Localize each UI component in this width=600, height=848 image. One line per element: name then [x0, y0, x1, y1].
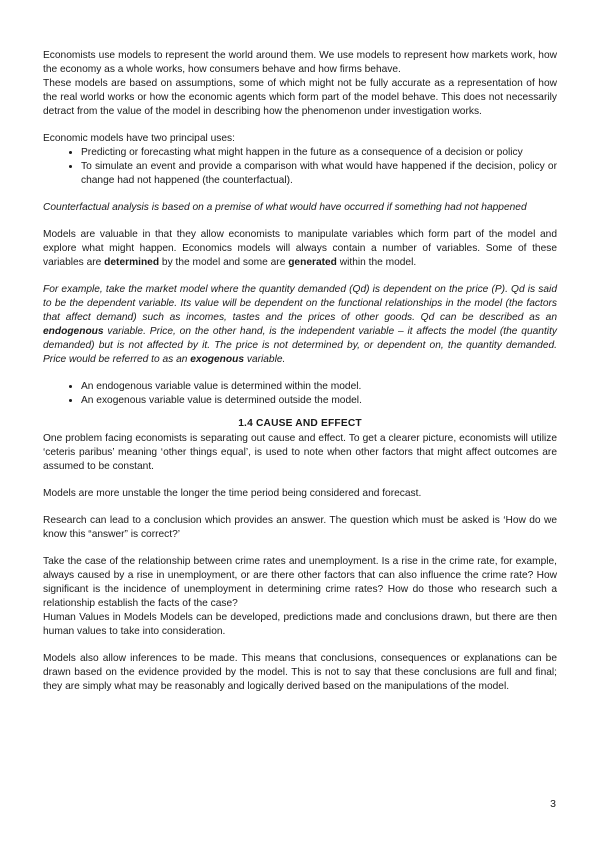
- paragraph-human-values: Human Values in Models Models can be developed, predictions made and conclusions drawn, but there are then human values to take into consideration.: [43, 612, 557, 637]
- paragraph-counterfactual: Counterfactual analysis is based on a premise of what would have occurred if something had not happened: [43, 202, 527, 213]
- page-number: 3: [550, 798, 556, 810]
- paragraph-example: For example, take the market model where the quantity demanded (Qd) is dependent on the price (P). Qd is said to be the dependent variable. Its value will be dependent on the functional relationships in the model (the factors that affect demand) such as incomes, tastes and the prices of other goods. Qd can be described as an endogenous variable. Price, on the other hand, is the independent variable – it affects the model (the quantity demanded) but is not affected by it. The price is not determined by, or dependent on, the quantity demanded. Price would be referred to as an exogenous variable.: [43, 284, 557, 365]
- paragraph-inferences: Models also allow inferences to be made. This means that conclusions, consequences or explanations can be drawn based on the evidence provided by the model. This is not to say that these conclusions are full and final; they are simply what may be reasonably and logically derived based on the manipulations of the model.: [43, 653, 557, 692]
- paragraph-assumptions: These models are based on assumptions, some of which might not be fully accurate as a representation of how the real world works or how the economic agents which form part of the model behave. This does not necessarily detract from the value of the model in describing how the phenomenon under investigation works.: [43, 78, 557, 117]
- uses-list: [43, 146, 557, 188]
- paragraph-variables: Models are valuable in that they allow economists to manipulate variables which form part of the model and explore what might happen. Economics models will always contain a number of variables. Some of these variables are determined by the model and some are generated within the model.: [43, 229, 557, 268]
- paragraph-research: Research can lead to a conclusion which provides an answer. The question which must be asked is ‘How do we know this “answer” is correct?’: [43, 515, 557, 540]
- list-item: • An exogenous variable value is determined outside the model.: [81, 394, 557, 408]
- list-item: • Predicting or forecasting what might happen in the future as a consequence of a decision or policy: [81, 146, 557, 160]
- paragraph-crime: Take the case of the relationship between crime rates and unemployment. Is a rise in the crime rate, for example, always caused by a rise in unemployment, or are there other factors that can also influence the crime rate? How significant is the incidence of unemployment in determining crime rates? How do those who research such a relationship establish the facts of the case?: [43, 556, 557, 609]
- paragraph-uses-intro: Economic models have two principal uses:: [43, 133, 235, 144]
- list-item: • To simulate an event and provide a comparison with what would have happened if the decision, policy or change had not happened (the counterfactual).: [81, 160, 557, 188]
- variable-types-list: [43, 380, 557, 408]
- paragraph-models-intro: Economists use models to represent the world around them. We use models to represent how markets work, how the economy as a whole works, how consumers behave and how firms behave.: [43, 50, 557, 75]
- list-item: • An endogenous variable value is determined within the model.: [81, 380, 557, 394]
- paragraph-cause: One problem facing economists is separating out cause and effect. To get a clearer picture, economists will utilize ‘ceteris paribus’ meaning ‘other things equal’, is used to note when other factors that might affect outcomes are assumed to be constant.: [43, 433, 557, 472]
- paragraph-unstable: Models are more unstable the longer the time period being considered and forecast.: [43, 488, 422, 499]
- document-body: [43, 49, 557, 694]
- section-heading: 1.4 CAUSE AND EFFECT: [238, 418, 362, 429]
